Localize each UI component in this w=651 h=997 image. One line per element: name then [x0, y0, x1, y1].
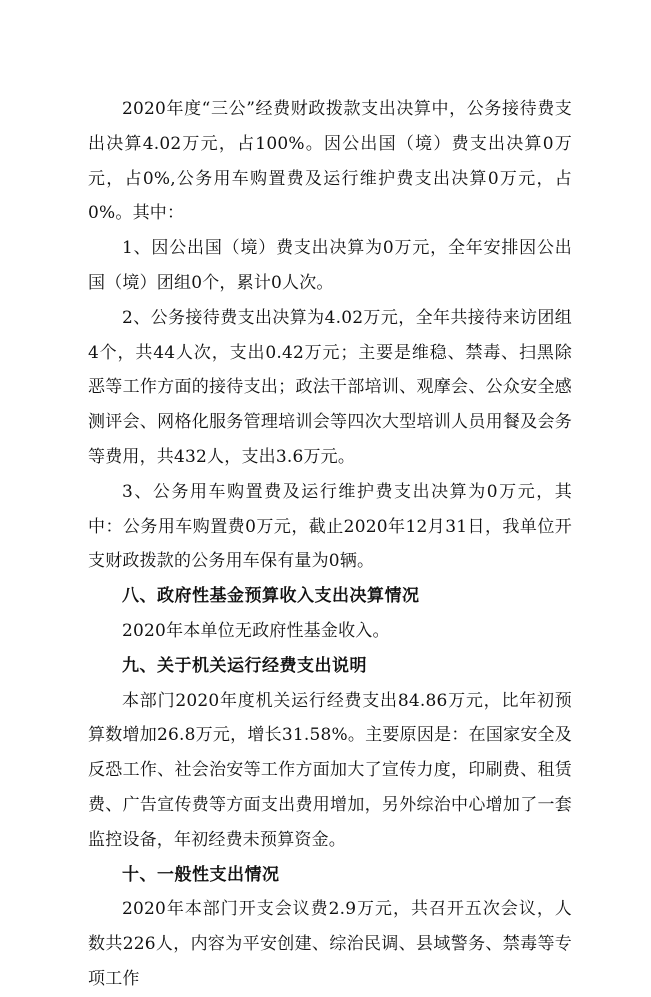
paragraph-official-vehicles: 3、公务用车购置费及运行维护费支出决算为0万元，其中：公务用车购置费0万元，截止2020年12月31日，我单位开支财政拨款的公务用车保有量为0辆。 [88, 481, 572, 572]
section-heading-10: 十、一般性支出情况 [122, 864, 280, 885]
paragraph-official-reception: 2、公务接待费支出决算为4.02万元，全年共接待来访团组4个，共44人次，支出0.42万元；主要是维稳、禁毒、扫黑除恶等工作方面的接待支出；政法干部培训、观摩会、公众安全感测评会、网格化服务管理培训会等四次大型培训人员用餐及会务等费用，共432人，支出3.6万元。 [88, 307, 572, 467]
section-heading-9: 九、关于机关运行经费支出说明 [122, 655, 367, 676]
paragraph-overseas-travel: 1、因公出国（境）费支出决算为0万元，全年安排因公出国（境）团组0个，累计0人次。 [88, 238, 572, 293]
paragraph-three-public-summary: 2020年度“三公”经费财政拨款支出决算中，公务接待费支出决算4.02万元，占100%。因公出国（境）费支出决算0万元，占0%,公务用车购置费及运行维护费支出决算0万元，占0%。其中： [88, 99, 572, 224]
paragraph-government-fund: 2020年本单位无政府性基金收入。 [122, 620, 390, 641]
document-body [88, 92, 572, 997]
paragraph-operating-expenses: 本部门2020年度机关运行经费支出84.86万元，比年初预算数增加26.8万元，增长31.58%。主要原因是：在国家安全及反恐工作、社会治安等工作方面加大了宣传力度，印刷费、租赁费、广告宣传费等方面支出费用增加，另外综治中心增加了一套监控设备，年初经费未预算资金。 [88, 690, 572, 850]
section-heading-8: 八、政府性基金预算收入支出决算情况 [122, 586, 420, 607]
paragraph-general-expenses: 2020年本部门开支会议费2.9万元，共召开五次会议，人数共226人，内容为平安创建、综治民调、县域警务、禁毒等专项工作 [88, 899, 572, 989]
